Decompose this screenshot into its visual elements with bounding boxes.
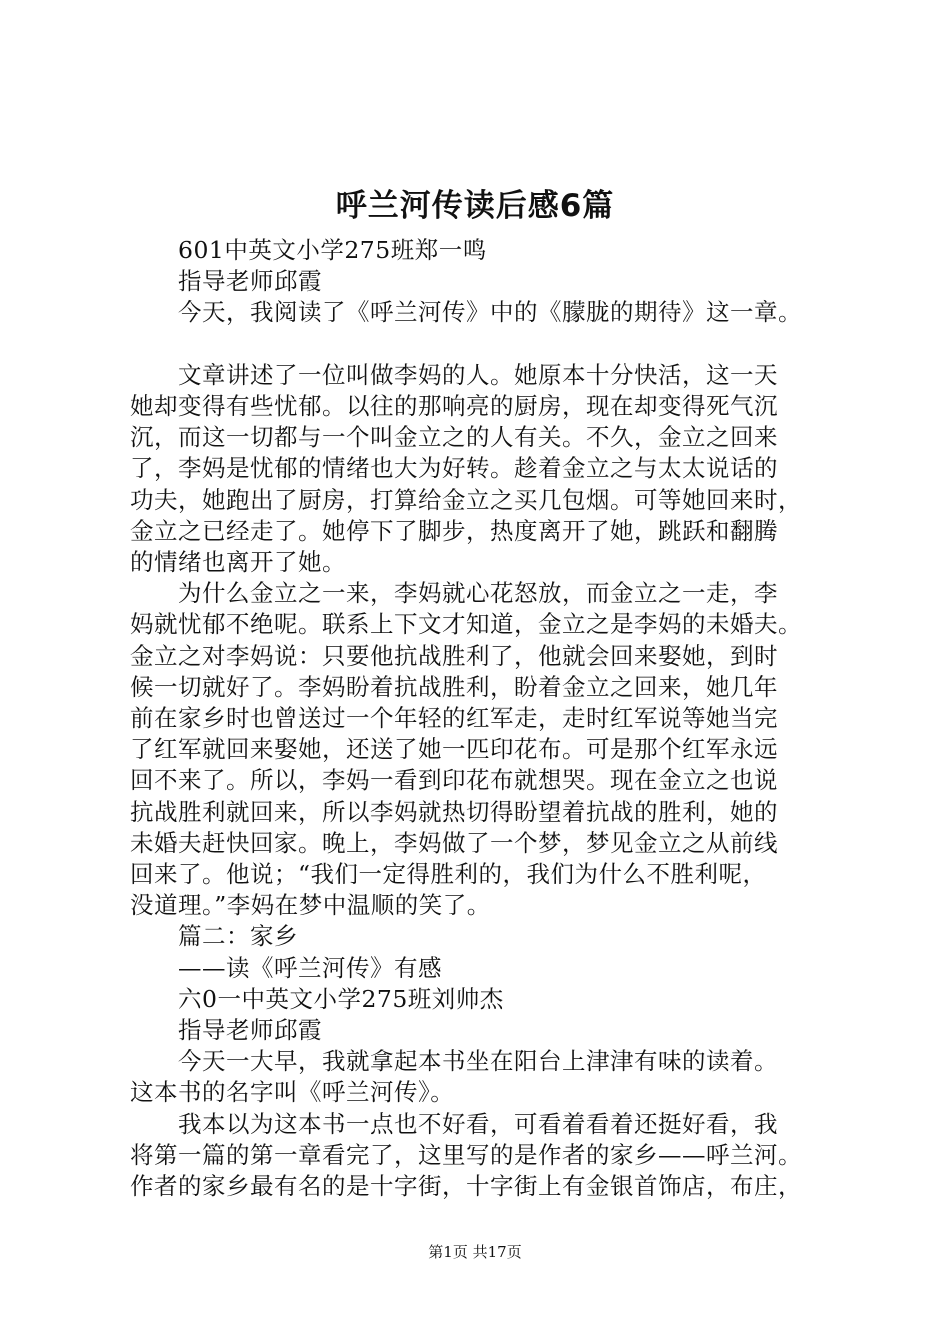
text-line: 的情绪也离开了她。 [130,548,346,577]
text-line: 为什么金立之一来，李妈就心花怒放，而金立之一走，李 [178,579,778,608]
text-line: 了，李妈是忧郁的情绪也大为好转。趁着金立之与太太说话的 [130,454,778,483]
text-line: 文章讲述了一位叫做李妈的人。她原本十分快活，这一天 [178,360,778,389]
text-line: 金立之已经走了。她停下了脚步，热度离开了她，跳跃和翻腾 [130,516,778,545]
section-heading: 篇二：家乡 [178,922,298,951]
text-line: 前在家乡时也曾送过一个年轻的红军走，走时红军说等她当完 [130,704,778,733]
page-number-footer: 第1页 共17页 [428,1243,522,1261]
section-subtitle: ——读《呼兰河传》有感 [178,953,442,982]
text-line: 回来了。他说；“我们一定得胜利的，我们为什么不胜利呢， [130,860,767,889]
text-line: 回不来了。所以，李妈一看到印花布就想哭。现在金立之也说 [130,766,778,795]
text-line: 指导老师邱霞 [178,267,322,296]
text-line: 抗战胜利就回来，所以李妈就热切得盼望着抗战的胜利，她的 [130,797,778,826]
text-line: 金立之对李妈说：只要他抗战胜利了，他就会回来娶她，到时 [130,641,778,670]
text-line: 候一切就好了。李妈盼着抗战胜利，盼着金立之回来，她几年 [130,672,778,701]
text-line: 了红军就回来娶她，还送了她一匹印花布。可是那个红军永远 [130,735,778,764]
text-line: 妈就忧郁不绝呢。联系上下文才知道，金立之是李妈的未婚夫。 [130,610,802,639]
text-line: 601中英文小学275班郑一鸣 [178,236,487,264]
text-line: 今天一大早，我就拿起本书坐在阳台上津津有味的读着。 [178,1047,778,1076]
text-line: 今天，我阅读了《呼兰河传》中的《朦胧的期待》这一章。 [178,298,802,327]
text-line: 未婚夫赶快回家。晚上，李妈做了一个梦，梦见金立之从前线 [130,828,778,857]
text-line: 没道理。”李妈在梦中温顺的笑了。 [130,891,491,920]
text-line: 功夫，她跑出了厨房，打算给金立之买几包烟。可等她回来时， [130,485,802,514]
document-body [130,235,834,1202]
text-line: 将第一篇的第一章看完了，这里写的是作者的家乡——呼兰河。 [130,1140,802,1169]
author-line: 六0一中英文小学275班刘帅杰 [178,984,504,1013]
blank-line [130,329,834,360]
teacher-line: 指导老师邱霞 [178,1016,322,1045]
text-line: 沉，而这一切都与一个叫金立之的人有关。不久，金立之回来 [130,423,778,452]
text-line: 这本书的名字叫《呼兰河传》。 [130,1078,455,1107]
text-line: 她却变得有些忧郁。以往的那响亮的厨房，现在却变得死气沉 [130,392,778,420]
document-title: 呼兰河传读后感6篇 [335,188,615,224]
text-line: 我本以为这本书一点也不好看，可看着看着还挺好看，我 [178,1109,778,1138]
text-line: 作者的家乡最有名的是十字街，十字街上有金银首饰店，布庄， [130,1172,802,1201]
